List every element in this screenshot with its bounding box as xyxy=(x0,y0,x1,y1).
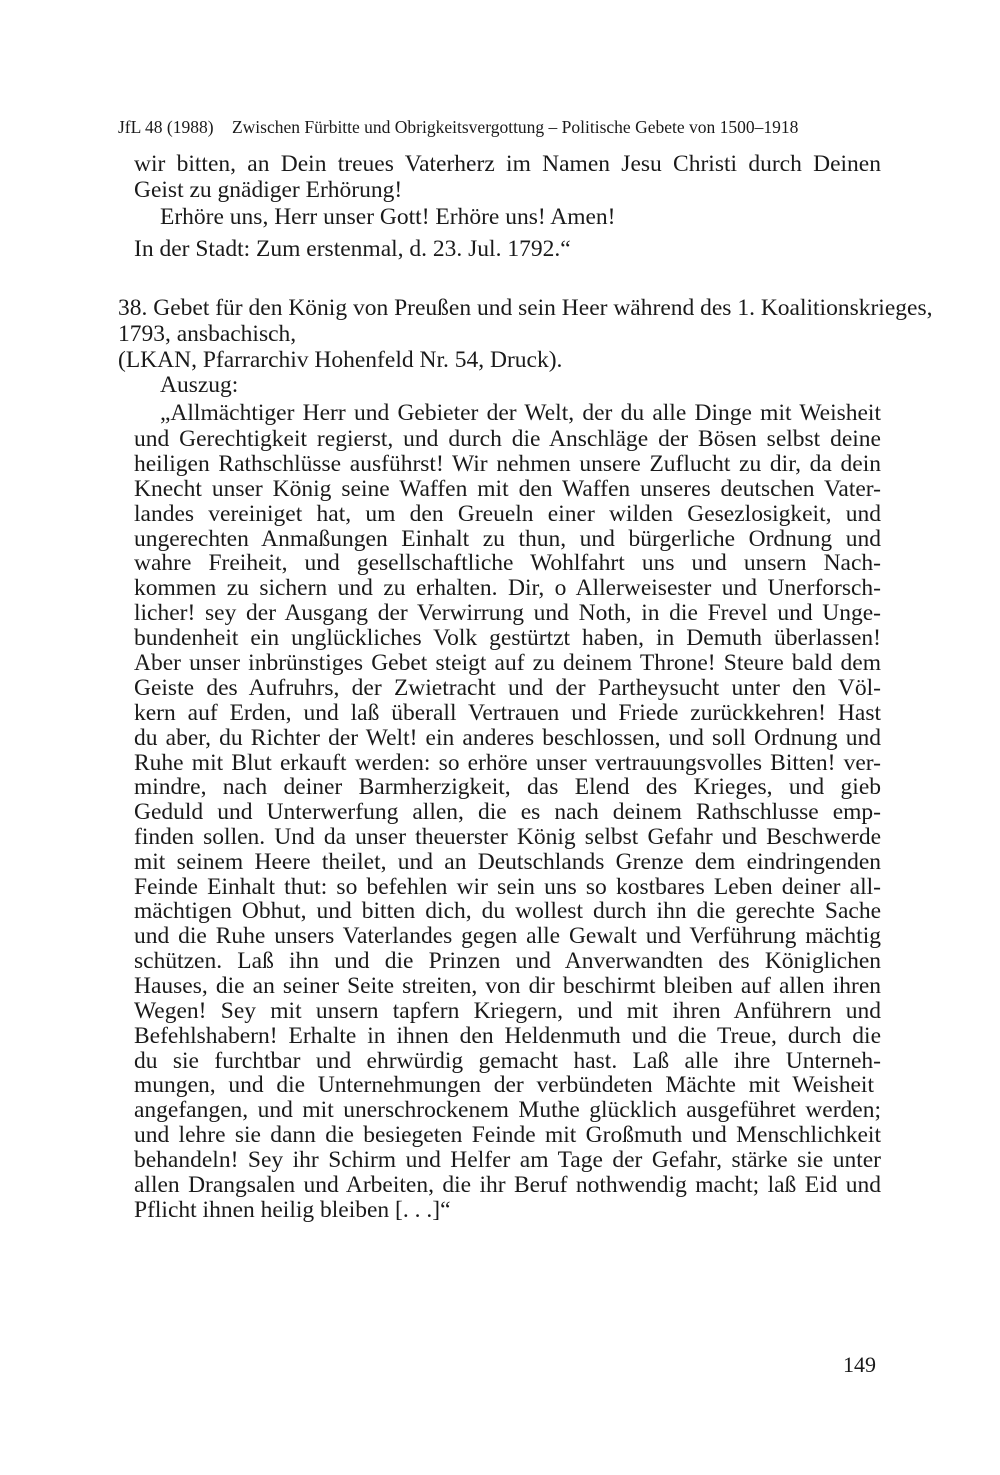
article-title: Zwischen Fürbitte und Obrigkeitsvergottung – Politische Gebete von 1500–1918 xyxy=(231,117,799,137)
quote-line: ungerechten Anmaßungen Einhalt zu thun, und bürgerliche Ordnung und xyxy=(134,526,881,552)
entry-heading-line: 38. Gebet für den König von Preußen und sein Heer während des 1. Koalitionskrieges, xyxy=(118,295,933,321)
quote-line: „Allmächtiger Herr und Gebieter der Welt, der du alle Dinge mit Weisheit xyxy=(160,400,881,426)
quote-line: wahre Freiheit, und gesellschaftliche Wohlfahrt uns und unsern Nach- xyxy=(134,550,881,576)
quote-line: mit seinem Heere theilet, und an Deutschlands Grenze dem eindringenden xyxy=(134,849,881,875)
quote-line: Hauses, die an seiner Seite streiten, von dir beschirmt bleiben auf allen ihren xyxy=(134,973,881,999)
entry-heading-line: (LKAN, Pfarrarchiv Hohenfeld Nr. 54, Druck). xyxy=(118,347,563,373)
continuation-line: Erhöre uns, Herr unser Gott! Erhöre uns! Amen! xyxy=(160,204,616,230)
quote-line: Knecht unser König seine Waffen mit den Waffen unseres deutschen Vater- xyxy=(134,476,881,502)
quote-line: und lehre sie dann die besiegeten Feinde mit Großmuth und Menschlichkeit xyxy=(134,1122,881,1148)
quote-line: Geiste des Aufruhrs, der Zwietracht und der Partheysucht unter den Völ- xyxy=(134,675,881,701)
journal-reference: JfL 48 (1988) xyxy=(118,117,214,137)
quote-line: Ruhe mit Blut erkauft werden: so erhöre unser vertrauungsvolles Bitten! ver- xyxy=(134,750,881,776)
quote-line: Wegen! Sey mit unsern tapfern Kriegern, und mit ihren Anführern und xyxy=(134,998,881,1024)
page-number: 149 xyxy=(843,1352,876,1377)
quote-line: mächtigen Obhut, und bitten dich, du wollest durch ihn die gerechte Sache xyxy=(134,898,881,924)
quote-line: du sie furchtbar und ehrwürdig gemacht hast. Laß alle ihre Unterneh- xyxy=(134,1048,881,1074)
quote-line: allen Drangsalen und Arbeiten, die ihr Beruf nothwendig macht; laß Eid und xyxy=(134,1172,881,1198)
quote-line: Pflicht ihnen heilig bleiben [. . .]“ xyxy=(134,1197,451,1223)
quote-line: angefangen, und mit unerschrockenem Muthe glücklich ausgeführet werden; xyxy=(134,1097,881,1123)
quote-line: kern auf Erden, und laß überall Vertrauen und Friede zurückkehren! Hast xyxy=(134,700,881,726)
quote-line: und Gerechtigkeit regierst, und durch die Anschläge der Bösen selbst deine xyxy=(134,426,881,452)
quote-line: und die Ruhe unsers Vaterlandes gegen alle Gewalt und Verführung mächtig xyxy=(134,923,881,949)
entry-heading-line: 1793, ansbachisch, xyxy=(118,321,297,347)
quote-line: Aber unser inbrünstiges Gebet steigt auf zu deinem Throne! Steure bald dem xyxy=(134,650,881,676)
quote-line: Feinde Einhalt thut: so befehlen wir sein uns so kostbares Leben deiner all- xyxy=(134,874,881,900)
quote-line: landes vereiniget hat, um den Greueln einer wilden Gesezlosigkeit, und xyxy=(134,501,881,527)
continuation-line: wir bitten, an Dein treues Vaterherz im Namen Jesu Christi durch Deinen xyxy=(134,151,881,177)
quote-line: Befehlshabern! Erhalte in ihnen den Heldenmuth und die Treue, durch die xyxy=(134,1023,881,1049)
quote-line: behandeln! Sey ihr Schirm und Helfer am Tage der Gefahr, stärke sie unter xyxy=(134,1147,881,1173)
continuation-line: In der Stadt: Zum erstenmal, d. 23. Jul. 1792.“ xyxy=(134,236,571,262)
quote-line: licher! sey der Ausgang der Verwirrung und Noth, in die Frevel und Unge- xyxy=(134,600,881,626)
quote-line: finden sollen. Und da unser theuerster König selbst Gefahr und Beschwerde xyxy=(134,824,881,850)
continuation-line: Geist zu gnädiger Erhörung! xyxy=(134,177,403,203)
quote-line: heiligen Rathschlüsse ausführst! Wir nehmen unsere Zuflucht zu dir, da dein xyxy=(134,451,881,477)
quote-line: mungen, und die Unternehmungen der verbündeten Mächte mit Weisheit xyxy=(134,1072,874,1098)
running-head xyxy=(118,117,878,138)
quote-line: Geduld und Unterwerfung allen, die es nach deinem Rathschlusse emp- xyxy=(134,799,881,825)
entry-label: Auszug: xyxy=(160,372,239,398)
quote-line: schützen. Laß ihn und die Prinzen und Anverwandten des Königlichen xyxy=(134,948,881,974)
quote-line: bundenheit ein unglückliches Volk gestürtzt haben, in Demuth überlassen! xyxy=(134,625,881,651)
quote-line: du aber, du Richter der Welt! ein anderes beschlossen, und soll Ordnung und xyxy=(134,725,881,751)
quote-line: mindre, nach deiner Barmherzigkeit, das Elend des Krieges, und gieb xyxy=(134,774,881,800)
quote-line: kommen zu sichern und zu erhalten. Dir, o Allerweisester und Unerforsch- xyxy=(134,575,881,601)
